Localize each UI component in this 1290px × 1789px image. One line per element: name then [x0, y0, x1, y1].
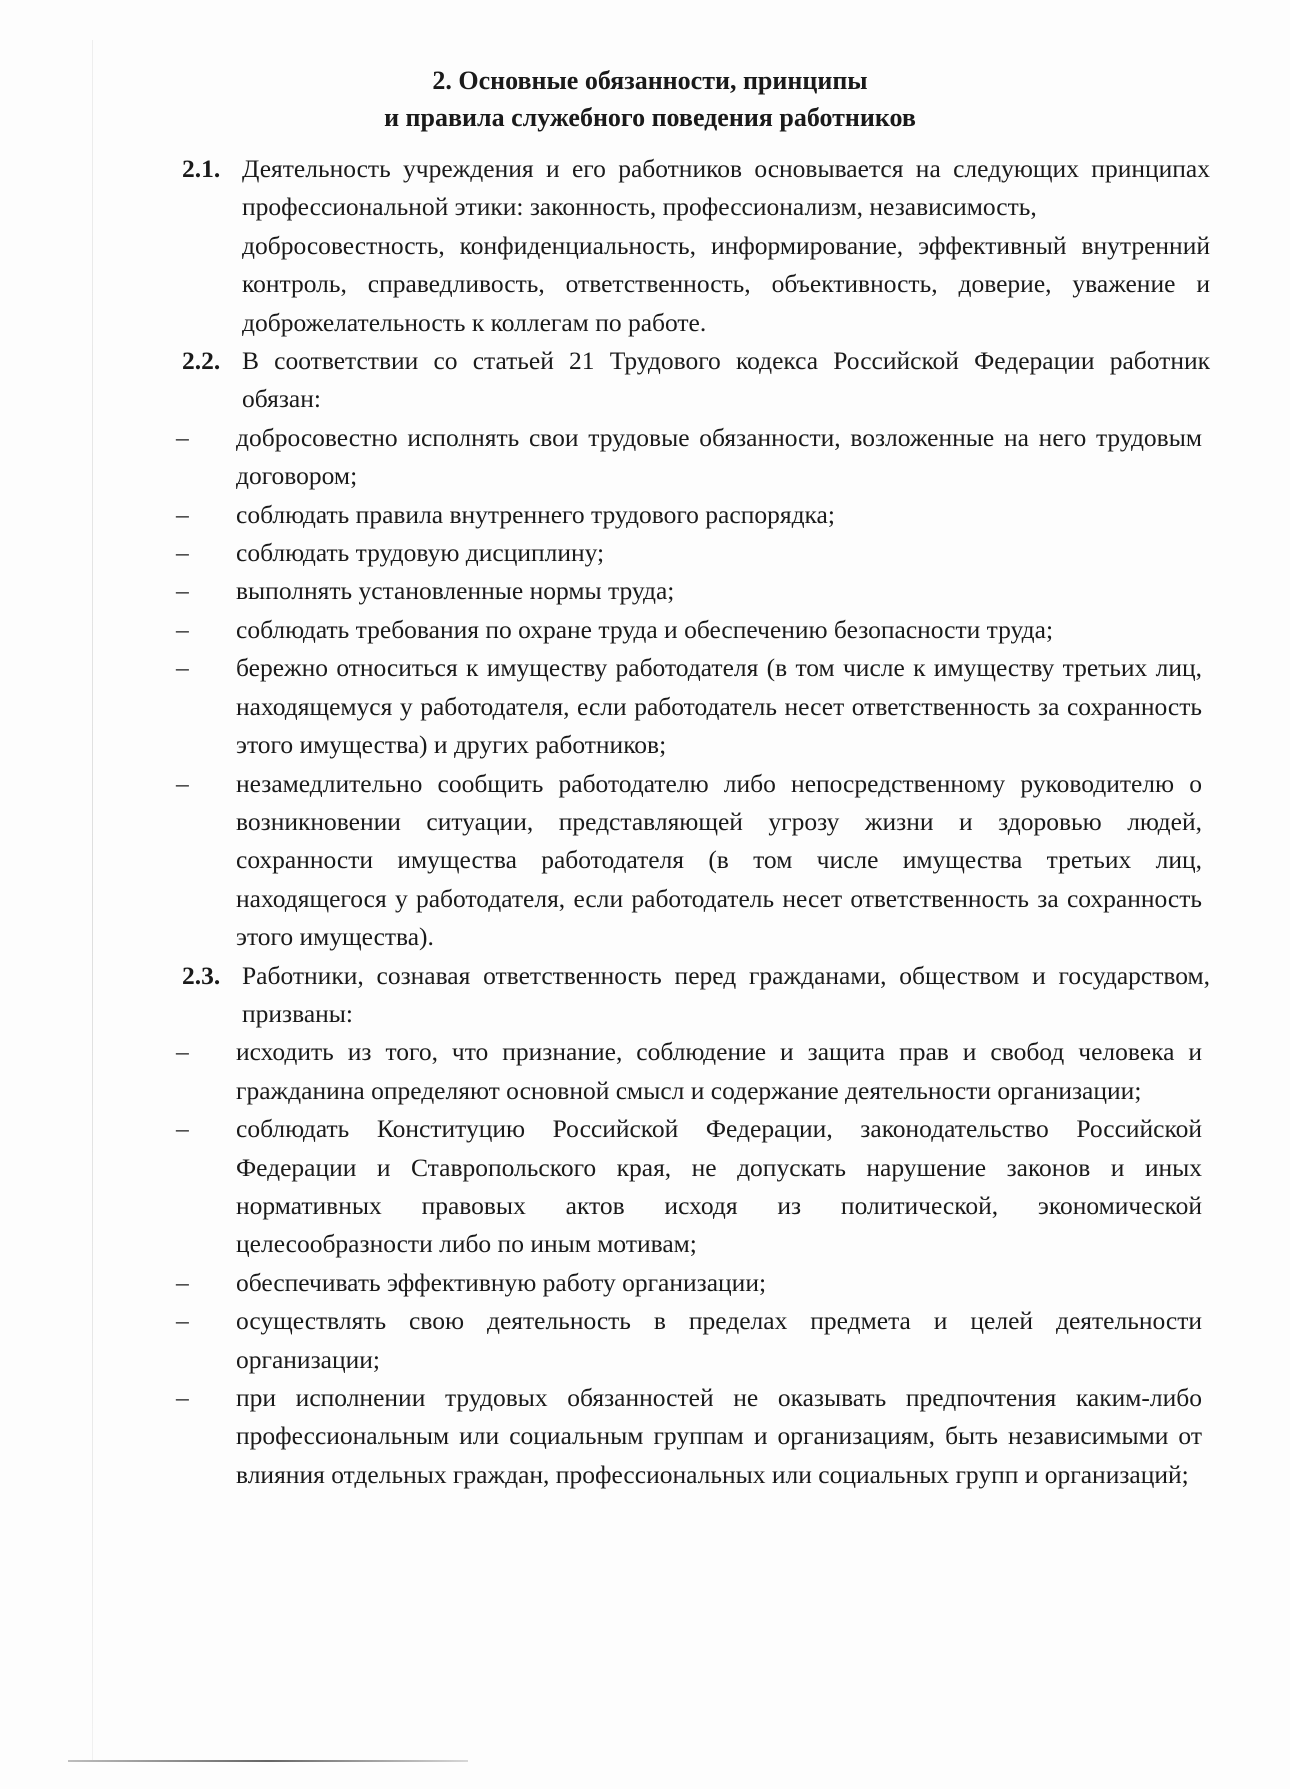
dash-marker: –	[176, 768, 189, 798]
list-item-text: выполнять установленные нормы труда;	[236, 576, 675, 606]
dash-marker: –	[176, 576, 189, 606]
list-item-text: незамедлительно сообщить работодателю либо непосредственному руководителю о возникновении ситуации, представляющей угрозу жизни и здоровью людей, сохранности имущества работодателя (в том числе имущества третьих лиц, находящегося у работодателя, если работодатель несет ответственность за сохранность этого имущества).	[236, 768, 1202, 952]
heading-line-2: и правила служебного поведения работников	[384, 103, 916, 132]
list-item-text: бережно относиться к имуществу работодателя (в том числе к имуществу третьих лиц, находящемуся у работодателя, если работодатель несет ответственность за сохранность этого имущества) и других работников;	[236, 653, 1202, 760]
dash-marker: –	[176, 1383, 189, 1412]
list-item-text: обеспечивать эффективную работу организации;	[236, 1267, 767, 1297]
section-2-1-continuation: добросовестность, конфиденциальность, информирование, эффективный внутренний контроль, справедливость, ответственность, объективность, доверие, уважение и доброжелательность к коллегам по работе.	[242, 230, 1210, 337]
dash-marker: –	[176, 1114, 189, 1144]
document-body	[0, 150, 1290, 1494]
list-item	[176, 419, 1202, 496]
list-item	[176, 765, 1202, 957]
section-number: 2.3.	[182, 960, 221, 990]
section-number: 2.2.	[182, 346, 221, 376]
list-item-text: соблюдать правила внутреннего трудового распорядка;	[236, 499, 835, 529]
heading-line-1: 2. Основные обязанности, принципы	[432, 66, 868, 95]
section-number: 2.1.	[182, 154, 221, 183]
section-heading	[250, 62, 1050, 136]
list-item-text: соблюдать Конституцию Российской Федерации, законодательство Российской Федерации и Ставропольского края, не допускать нарушение законов и иных нормативных правовых актов исходя из политической, экономической целесообразности либо по иным мотивам;	[236, 1114, 1202, 1259]
dash-marker: –	[176, 614, 189, 644]
list-item-text: осуществлять свою деятельность в пределах предмета и целей деятельности организации;	[236, 1306, 1202, 1374]
list-item-text: добросовестно исполнять свои трудовые обязанности, возложенные на него трудовым договором;	[236, 422, 1202, 491]
dash-marker: –	[176, 499, 189, 529]
list-item	[176, 572, 1202, 610]
section-2-1	[182, 150, 1210, 227]
dash-marker: –	[176, 1267, 189, 1297]
list-item	[176, 496, 1202, 534]
dash-marker: –	[176, 538, 189, 568]
list-item-text: соблюдать требования по охране труда и обеспечению безопасности труда;	[236, 614, 1054, 644]
list-item	[176, 649, 1202, 764]
list-item-text: исходить из того, что признание, соблюдение и защита прав и свобод человека и гражданина определяют основной смысл и содержание деятельности организации;	[236, 1037, 1202, 1105]
dash-marker: –	[176, 653, 189, 683]
section-2-3	[182, 957, 1210, 1034]
dash-marker: –	[176, 422, 189, 452]
section-text: Деятельность учреждения и его работников основывается на следующих принципах профессиональной этики: законность, профессионализм, независимость,	[242, 154, 1210, 222]
list-item	[176, 1110, 1202, 1264]
section-text: В соответствии со статьей 21 Трудового кодекса Российской Федерации работник обязан:	[242, 346, 1210, 414]
section-text: Работники, сознавая ответственность перед гражданами, обществом и государством, призваны:	[242, 960, 1210, 1028]
list-item	[176, 534, 1202, 572]
list-item	[176, 611, 1202, 649]
list-item	[176, 1264, 1202, 1302]
footer-line	[68, 1760, 468, 1762]
list-item	[176, 1302, 1202, 1379]
dash-marker: –	[176, 1037, 189, 1067]
dash-marker: –	[176, 1306, 189, 1336]
list-item-text: соблюдать трудовую дисциплину;	[236, 538, 605, 568]
list-item	[176, 1379, 1202, 1494]
list-item-text: при исполнении трудовых обязанностей не оказывать предпочтения каким-либо профессиональным или социальным группам и организациям, быть независимыми от влияния отдельных граждан, профессиональных или социальных групп и организаций;	[236, 1383, 1202, 1489]
list-item	[176, 1033, 1202, 1110]
section-2-2	[182, 342, 1210, 419]
